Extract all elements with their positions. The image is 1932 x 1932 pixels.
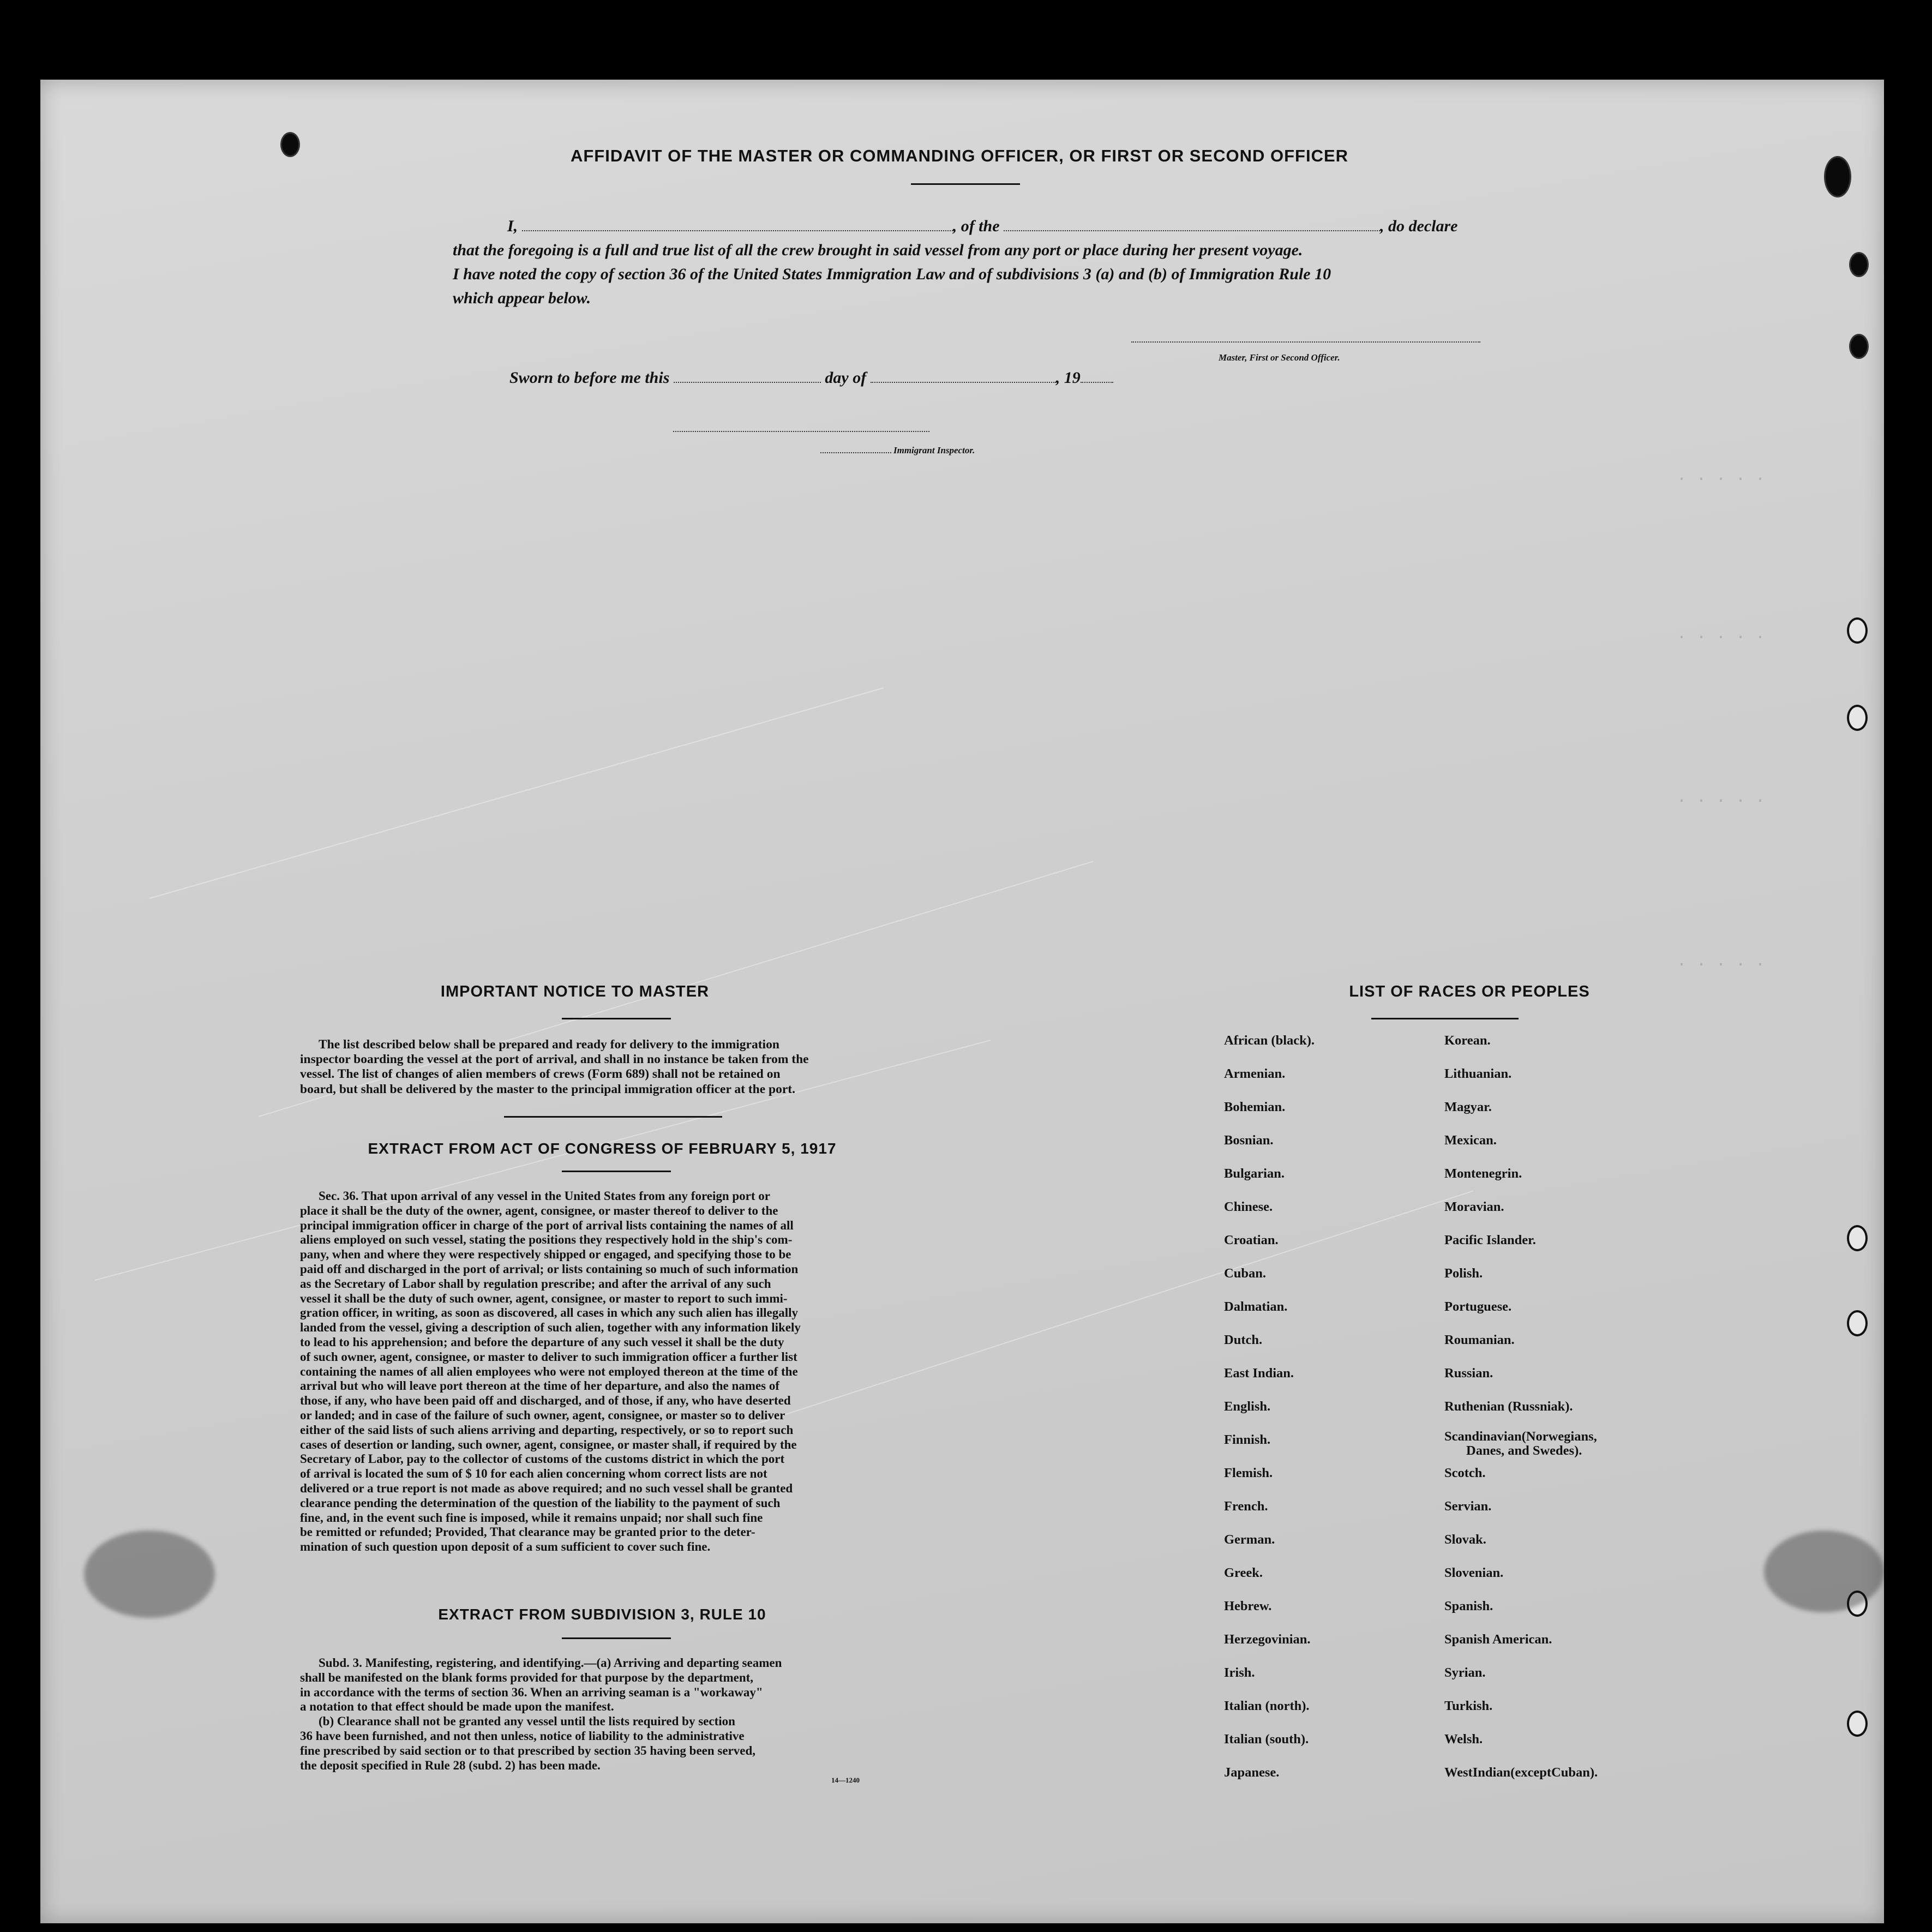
act-line: containing the names of all alien employees who were not employed thereon at the time of the xyxy=(300,1364,798,1378)
race-left: Bulgarian. xyxy=(1224,1166,1285,1181)
race-right: Syrian. xyxy=(1444,1665,1486,1680)
act-line: arrival but who will leave port thereon at the time of her departure, and also the names of xyxy=(300,1379,780,1393)
inspector-caption: Immigrant Inspector. xyxy=(893,445,975,455)
act-line: those, if any, who have been paid off and discharged, and of those, if any, who have deserted xyxy=(300,1394,791,1408)
race-right: Scotch. xyxy=(1444,1466,1486,1480)
race-left: Finnish. xyxy=(1224,1432,1271,1447)
inspector-line xyxy=(820,445,975,456)
affidavit-line1 xyxy=(507,217,1527,236)
rule-line: shall be manifested on the blank forms provided for that purpose by the department, xyxy=(300,1670,754,1684)
act-line: aliens employed on such vessel, stating the positions they respectively hold in the ship's com- xyxy=(300,1233,793,1247)
race-right: Lithuanian. xyxy=(1444,1066,1512,1081)
inspector-signature-blank[interactable] xyxy=(673,431,929,432)
race-right-continuation: Danes, and Swedes). xyxy=(1466,1443,1582,1458)
notice-body xyxy=(300,1037,971,1097)
race-right: Turkish. xyxy=(1444,1699,1493,1713)
act-line: be remitted or refunded; Provided, That clearance may be granted prior to the deter- xyxy=(300,1525,755,1539)
notice-line: inspector boarding the vessel at the port of arrival, and shall in no instance be taken from the xyxy=(300,1052,809,1067)
vessel-blank[interactable] xyxy=(1004,230,1380,231)
day-of-text: day of xyxy=(825,369,867,387)
race-right: Ruthenian (Russniak). xyxy=(1444,1399,1573,1414)
punch-hole xyxy=(1849,252,1869,277)
act-line: or landed; and in case of the failure of such owner, agent, consignee, or master so to deliver xyxy=(300,1408,785,1422)
paper-streak xyxy=(149,687,884,899)
act-line: either of the said lists of such aliens arriving and departing, respectively, or so to report such xyxy=(300,1423,794,1437)
races-title: LIST OF RACES OR PEOPLES xyxy=(1349,983,1590,1000)
act-line: principal immigration officer in charge of the port of arrival lists containing the names of all xyxy=(300,1218,794,1232)
race-right: Roumanian. xyxy=(1444,1333,1515,1347)
form-code: 14—1240 xyxy=(831,1776,860,1784)
rule-line: Subd. 3. Manifesting, registering, and identifying.—(a) Arriving and departing seamen xyxy=(319,1656,782,1670)
race-left: English. xyxy=(1224,1399,1271,1414)
act-line: pany, when and where they were respectively shipped or engaged, and specifying those to be xyxy=(300,1247,791,1262)
rule-line: 36 have been furnished, and not then unless, notice of liability to the administrative xyxy=(300,1729,745,1743)
affidavit-title: AFFIDAVIT OF THE MASTER OR COMMANDING OFFICER, OR FIRST OR SECOND OFFICER xyxy=(570,146,1349,165)
master-signature-blank[interactable] xyxy=(1131,341,1480,343)
race-left: Dutch. xyxy=(1224,1333,1263,1347)
race-left: Greek. xyxy=(1224,1565,1263,1580)
punch-hole xyxy=(1847,705,1868,731)
race-right: Korean. xyxy=(1444,1033,1491,1048)
race-left: Japanese. xyxy=(1224,1765,1280,1780)
race-left: Herzegovinian. xyxy=(1224,1632,1311,1647)
race-left: East Indian. xyxy=(1224,1366,1294,1381)
act-line: clearance pending the determination of the question of the liability to the payment of such xyxy=(300,1496,781,1510)
punch-hole xyxy=(1847,617,1868,644)
day-blank[interactable] xyxy=(674,382,821,383)
sworn-line xyxy=(509,369,1219,387)
race-left: Dalmatian. xyxy=(1224,1299,1288,1314)
master-caption: Master, First or Second Officer. xyxy=(1219,352,1340,363)
act-body xyxy=(300,1189,971,1555)
race-right: Spanish. xyxy=(1444,1599,1493,1613)
rule-body xyxy=(300,1656,971,1773)
rule-title-rule xyxy=(562,1637,671,1639)
rule-line: (b) Clearance shall not be granted any vessel until the lists required by section xyxy=(319,1714,735,1729)
race-right: Portuguese. xyxy=(1444,1299,1512,1314)
rule-line: a notation to that effect should be made upon the manifest. xyxy=(300,1700,614,1714)
act-line: place it shall be the duty of the owner, agent, consignee, or master thereof to deliver to the xyxy=(300,1203,778,1217)
act-line: mination of such question upon deposit of a sum sufficient to cover such fine. xyxy=(300,1540,711,1554)
race-left: Chinese. xyxy=(1224,1199,1273,1214)
race-left: Armenian. xyxy=(1224,1066,1286,1081)
race-right: Russian. xyxy=(1444,1366,1493,1381)
race-right: Slovak. xyxy=(1444,1532,1486,1547)
race-right: Moravian. xyxy=(1444,1199,1504,1214)
race-right: Slovenian. xyxy=(1444,1565,1504,1580)
race-right: Polish. xyxy=(1444,1266,1483,1281)
rule-title: EXTRACT FROM SUBDIVISION 3, RULE 10 xyxy=(438,1606,766,1623)
act-line: fine, and, in the event such fine is imposed, while it remains unpaid; nor shall such fine xyxy=(300,1510,763,1525)
race-left: Italian (south). xyxy=(1224,1732,1309,1747)
race-left: Bohemian. xyxy=(1224,1100,1286,1114)
stain xyxy=(1764,1531,1884,1612)
race-left: German. xyxy=(1224,1532,1275,1547)
act-line: as the Secretary of Labor shall by regulation prescribe; and after the arrival of any such xyxy=(300,1276,771,1291)
race-left: French. xyxy=(1224,1499,1268,1514)
race-left: Cuban. xyxy=(1224,1266,1266,1281)
title-rule xyxy=(911,183,1020,185)
race-left: African (black). xyxy=(1224,1033,1315,1048)
rule-line: the deposit specified in Rule 28 (subd. 2) has been made. xyxy=(300,1758,601,1772)
punch-hole xyxy=(1849,334,1869,359)
race-right: Spanish American. xyxy=(1444,1632,1552,1647)
affidavit-line2: that the foregoing is a full and true list of all the crew brought in said vessel from any port or place during her present voyage. xyxy=(453,241,1303,259)
act-line: delivered or a true report is not made as above required; and no such vessel shall be granted xyxy=(300,1481,793,1495)
year-prefix: , 19 xyxy=(1055,369,1081,387)
act-line: of arrival is located the sum of $ 10 for each alien concerning whom correct lists are not xyxy=(300,1467,767,1481)
notice-line: vessel. The list of changes of alien members of crews (Form 689) shall not be retained on xyxy=(300,1067,781,1082)
race-right: Magyar. xyxy=(1444,1100,1492,1114)
act-line: cases of desertion or landing, such owner, agent, consignee, or master shall, if required by the xyxy=(300,1437,797,1451)
notice-line: board, but shall be delivered by the master to the principal immigration officer at the port. xyxy=(300,1082,795,1096)
punch-hole xyxy=(280,132,300,157)
rule-line: fine prescribed by said section or to that prescribed by section 35 having been served, xyxy=(300,1743,756,1757)
act-line: to lead to his apprehension; and before the departure of any such vessel it shall be the duty xyxy=(300,1335,784,1349)
punch-hole xyxy=(1847,1711,1868,1737)
affidavit-i: I, xyxy=(507,217,518,235)
bleed-through: . . . . . xyxy=(1677,789,1766,807)
affidavit-line4: which appear below. xyxy=(453,289,591,307)
affidavit-declare: , do declare xyxy=(1380,217,1458,235)
races-rule xyxy=(1371,1018,1519,1019)
act-line: vessel it shall be the duty of such owner, agent, consignee, or master to report to such immi- xyxy=(300,1291,788,1305)
bleed-through: . . . . . xyxy=(1677,467,1766,485)
act-rule xyxy=(562,1171,671,1172)
affidavit-of-the: , of the xyxy=(952,217,1000,235)
race-left: Irish. xyxy=(1224,1665,1255,1680)
bleed-through: . . . . . xyxy=(1677,952,1766,971)
notice-rule xyxy=(562,1018,671,1019)
act-line: Secretary of Labor, pay to the collector of customs of the customs district in which the port xyxy=(300,1452,785,1466)
sworn-text: Sworn to before me this xyxy=(509,369,670,387)
race-right: WestIndian(exceptCuban). xyxy=(1444,1765,1598,1780)
punch-hole xyxy=(1824,156,1851,197)
race-right: Mexican. xyxy=(1444,1133,1497,1148)
inspector-lead-blank xyxy=(820,452,891,453)
name-blank[interactable] xyxy=(522,230,953,231)
punch-hole xyxy=(1847,1225,1868,1251)
bleed-through: . . . . . xyxy=(1677,625,1766,644)
race-right: Pacific Islander. xyxy=(1444,1233,1536,1247)
act-title: EXTRACT FROM ACT OF CONGRESS OF FEBRUARY 5, 1917 xyxy=(368,1140,837,1157)
act-line: of such owner, agent, consignee, or master to deliver to such immigration officer a further list xyxy=(300,1349,797,1364)
act-line: paid off and discharged in the port of arrival; or lists containing so much of such information xyxy=(300,1262,799,1276)
race-left: Italian (north). xyxy=(1224,1699,1310,1713)
notice-line: The list described below shall be prepared and ready for delivery to the immigration xyxy=(319,1037,779,1052)
act-line: Sec. 36. That upon arrival of any vessel in the United States from any foreign port or xyxy=(319,1189,770,1203)
race-left: Bosnian. xyxy=(1224,1133,1274,1148)
affidavit-line3: I have noted the copy of section 36 of the United States Immigration Law and of subdivisions 3 (a) and (b) of Immigration Rule 10 xyxy=(453,265,1331,283)
year-blank[interactable] xyxy=(1081,382,1113,383)
section-divider xyxy=(504,1116,722,1118)
race-left: Croatian. xyxy=(1224,1233,1279,1247)
race-right: Scandinavian(Norwegians, xyxy=(1444,1429,1597,1444)
race-left: Hebrew. xyxy=(1224,1599,1272,1613)
race-right: Servian. xyxy=(1444,1499,1492,1514)
race-left: Flemish. xyxy=(1224,1466,1273,1480)
act-line: landed from the vessel, giving a description of such alien, together with any information likely xyxy=(300,1321,801,1335)
stain xyxy=(84,1531,215,1618)
act-line: gration officer, in writing, as soon as discovered, all cases in which any such alien has illegally xyxy=(300,1306,799,1320)
race-right: Welsh. xyxy=(1444,1732,1483,1747)
rule-line: in accordance with the terms of section 36. When an arriving seaman is a "workaway" xyxy=(300,1685,763,1699)
race-right: Montenegrin. xyxy=(1444,1166,1522,1181)
punch-hole xyxy=(1847,1310,1868,1336)
document-sheet xyxy=(40,80,1884,1923)
month-blank[interactable] xyxy=(871,382,1056,383)
notice-title: IMPORTANT NOTICE TO MASTER xyxy=(440,983,710,1000)
